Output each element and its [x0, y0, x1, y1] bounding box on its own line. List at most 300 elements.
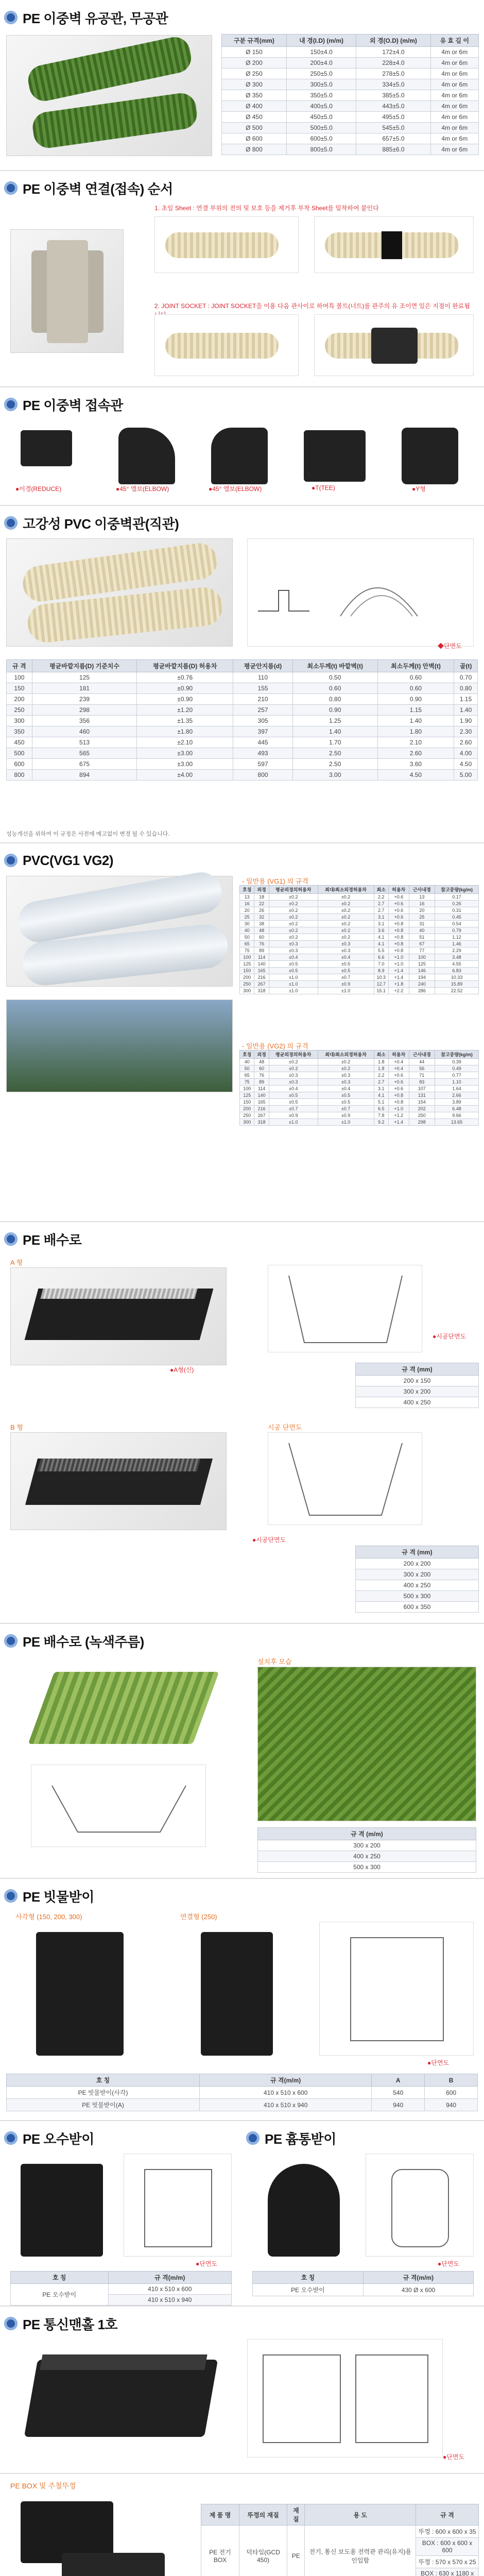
table-cell: 2.10 [377, 737, 454, 748]
table-cell: ±0.2 [318, 921, 374, 927]
sewage-table: 호 칭 규 격(m/m) PE 오수받이 410 x 510 x 600 410 x 510 x 940 [10, 2271, 232, 2306]
table-cell: 400 x 250 [258, 1851, 476, 1862]
table-cell: 250 [240, 1112, 254, 1119]
table-cell: 356 [32, 716, 136, 726]
table-cell: 0.45 [435, 914, 479, 921]
table-cell: ±0.5 [269, 1092, 318, 1099]
table-cell: 300±5.0 [286, 79, 356, 90]
table-cell: 2.60 [454, 737, 478, 748]
green-drain-table: 규 격 (m/m) 300 x 200 400 x 250 500 x 300 [257, 1827, 476, 1873]
table-cell: 286 [409, 988, 435, 994]
table-cell: ±2.10 [137, 737, 233, 748]
table-cell: 6.6 [374, 954, 389, 961]
table-cell: 6.48 [435, 1106, 479, 1112]
table-row [240, 961, 479, 968]
table-cell: +0.8 [389, 927, 409, 934]
table-cell: 495±5.0 [356, 112, 430, 123]
table-cell: ±1.0 [269, 981, 318, 988]
table-cell: 2.7 [374, 901, 389, 907]
table-cell: 597 [233, 759, 292, 770]
table-cell: 4m or 6m [430, 69, 478, 79]
table-cell: 15.89 [435, 981, 479, 988]
table-row [222, 112, 479, 123]
table-cell: Ø 250 [222, 69, 287, 79]
table-cell: 4m or 6m [430, 101, 478, 112]
table-row [7, 694, 478, 705]
table-cell: ±0.3 [269, 947, 318, 954]
table-row [240, 941, 479, 947]
table-cell: 600±5.0 [286, 133, 356, 144]
drain-b-diagram [268, 1432, 422, 1525]
table-cell: ±0.4 [269, 954, 318, 961]
product-photo-cream-pipe [6, 538, 233, 647]
table-cell: 16 [240, 901, 254, 907]
diagram-caption: ●단면도 [443, 2453, 465, 2461]
table-cell: 48 [254, 927, 269, 934]
table-cell: 0.60 [377, 683, 454, 694]
table-cell: 305 [233, 716, 292, 726]
photo-pipe-site [6, 999, 233, 1092]
step1-text: 1. 초임 Sheet : 연결 부위의 전의 및 보호 등을 제거후 부착 Sheet를 밀착하여 붙인다 [154, 205, 379, 212]
photo-pe-box [10, 2496, 185, 2576]
table-cell: 500 [7, 748, 32, 759]
spec-table-pe-pipe: 구분 규격(mm) 내 경(I.D) (m/m) 외 경(O.D) (m/m) 유 효 길 이 Ø 150 150±4.0 172±4.0 4m or 6m Ø 200 200±4.0 228±4.0 4m or 6m Ø 250 250±5.0 278±5.0 4m or 6m Ø 300 300±5.0 334±5.0 4m or 6m Ø 350 350±5.0 385±5.0 4m or 6m Ø 400 400±5.0 443±5.0 4m or 6m Ø 450 450±5.0 495±5.0 4m or 6m Ø 500 500±5.0 545±5.0 4m or 6m Ø 600 600±5.0 657±5.0 4m or 6m Ø 800 800±5.0 885±6.0 4m or 6m [221, 34, 479, 155]
table-cell: 300 x 200 [356, 1386, 479, 1397]
table-cell: 9.2 [374, 1119, 388, 1126]
table-row [258, 1840, 476, 1851]
table-cell: +0.6 [389, 1072, 409, 1079]
table-row [240, 1065, 479, 1072]
table-row [240, 927, 479, 934]
humtong-table: 호 칭 규 격(m/m) PE 오수받이 430 Ø x 600 [252, 2271, 474, 2296]
table-cell: ±0.3 [269, 941, 318, 947]
table-cell: 940 [425, 2099, 478, 2111]
table-row [356, 1386, 479, 1397]
table-cell: 2.2 [374, 894, 389, 901]
table-cell: 3.1 [374, 914, 389, 921]
table-row [7, 748, 478, 759]
table-cell: ±0.2 [318, 934, 374, 941]
table-cell: 51 [409, 934, 435, 941]
table-cell: 0.26 [435, 901, 479, 907]
table-row [7, 726, 478, 737]
section-title-fittings: PE 이중벽 접속관 [4, 394, 123, 415]
fitting-label: ●45° 엘보(ELBOW) [209, 485, 262, 493]
table-cell: +0.6 [389, 901, 409, 907]
table-cell: 0.79 [435, 927, 479, 934]
table-cell: 334±5.0 [356, 79, 430, 90]
table-cell: 0.90 [292, 705, 377, 716]
table-cell: +0.4 [389, 1059, 409, 1065]
table-cell: 0.17 [435, 894, 479, 901]
table-cell: 114 [254, 954, 269, 961]
table-cell: 4m or 6m [430, 112, 478, 123]
table-cell: +0.4 [389, 1065, 409, 1072]
table-cell: 125 [240, 961, 254, 968]
table-row [240, 914, 479, 921]
table-cell: 4m or 6m [430, 123, 478, 133]
table-cell: 100 [240, 954, 254, 961]
table-cell: 250±5.0 [286, 69, 356, 79]
table-cell: 25 [409, 914, 435, 921]
table-cell: 1.40 [377, 716, 454, 726]
install-label: 설치후 모습 [257, 1658, 292, 1666]
table-cell: 150 [240, 968, 254, 974]
table-cell: 675 [32, 759, 136, 770]
table-row [240, 1119, 479, 1126]
drain-b-table: 규 격 (mm) 200 x 200 300 x 200 400 x 250 500 x 300 600 x 350 [355, 1546, 479, 1613]
table-cell: ±0.5 [318, 1092, 374, 1099]
table-cell: ±0.2 [269, 1065, 318, 1072]
table-row [7, 683, 478, 694]
table-cell: 0.39 [435, 1059, 479, 1065]
table-cell: 146 [409, 968, 435, 974]
table-cell: 4m or 6m [430, 90, 478, 101]
table-cell: 16 [409, 901, 435, 907]
table-row [222, 101, 479, 112]
table-cell: 250 [7, 705, 32, 716]
table-cell: 8.9 [374, 968, 389, 974]
table-cell: 4m or 6m [430, 133, 478, 144]
table-cell: 0.77 [435, 1072, 479, 1079]
table-cell: +1.4 [389, 1119, 409, 1126]
table-cell: 460 [32, 726, 136, 737]
table-cell: 239 [32, 694, 136, 705]
table-cell: ±1.0 [269, 1119, 318, 1126]
table-cell: 4.50 [377, 770, 454, 781]
table-cell: 385±5.0 [356, 90, 430, 101]
table-row [356, 1376, 479, 1386]
table-cell: ±0.9 [269, 1112, 318, 1119]
table-cell: 2.66 [435, 1092, 479, 1099]
table-cell: 5.1 [374, 1099, 388, 1106]
table-cell: ±0.2 [269, 927, 318, 934]
table-cell: 125 [240, 1092, 254, 1099]
section-bullet-icon [246, 2131, 260, 2145]
table-row [240, 894, 479, 901]
table-cell: 181 [32, 683, 136, 694]
table-cell: 350 [7, 726, 32, 737]
table-cell: 240 [409, 981, 435, 988]
table-cell: 210 [233, 694, 292, 705]
table-cell: 150 [240, 1099, 254, 1106]
table-cell: +0.6 [389, 1079, 409, 1086]
table-cell: ±1.0 [318, 1119, 374, 1126]
table-cell: 450 [7, 737, 32, 748]
table-cell: 4.55 [435, 961, 479, 968]
table-cell: 9.66 [435, 1112, 479, 1119]
table-cell: ±0.2 [318, 927, 374, 934]
table-cell: 600 x 350 [356, 1602, 479, 1613]
table-row [222, 133, 479, 144]
table-cell: 400 x 250 [356, 1580, 479, 1591]
table-row [240, 974, 479, 981]
table-cell: ±0.2 [318, 1059, 374, 1065]
table-cell: 32 [254, 914, 269, 921]
table-cell: ±0.7 [318, 1106, 374, 1112]
table-cell: 25 [240, 914, 254, 921]
table-cell: 48 [254, 1059, 269, 1065]
table-cell: 410 x 510 x 940 [200, 2099, 372, 2111]
table-cell: 300 x 200 [356, 1569, 479, 1580]
table-cell: 31 [409, 921, 435, 927]
table-cell: 0.54 [435, 921, 479, 927]
photo-caption: ●시공단면도 [252, 1536, 286, 1544]
fitting-label: ●T(TEE) [312, 484, 335, 492]
table-cell: 107 [409, 1086, 435, 1092]
table-cell: 5.5 [374, 947, 389, 954]
fitting-y-image [402, 428, 458, 484]
table-cell: ±0.3 [318, 941, 374, 947]
table-cell: 0.80 [292, 694, 377, 705]
table-cell: ±1.0 [269, 974, 318, 981]
table-cell: +0.8 [389, 941, 409, 947]
table-row [356, 1397, 479, 1408]
table-cell: 267 [254, 981, 269, 988]
diagram-caption: ●시공단면도 [433, 1333, 466, 1340]
table-cell: PE 빗물받이(사각) [7, 2087, 200, 2099]
photo-caption: ●A형(신) [170, 1366, 194, 1374]
table-cell: 800 [233, 770, 292, 781]
table-cell: 56 [409, 1065, 435, 1072]
table-row [222, 123, 479, 133]
table-cell: 4.00 [454, 748, 478, 759]
table-cell: ±1.80 [137, 726, 233, 737]
table-row [240, 1112, 479, 1119]
spec-table-vg1: 호칭 외경 평균외경의허용차 최대/최소외경허용차 최소 허용차 근사내경 참고중량(kg/m) 13 18 ±0.2 ±0.2 2.2 +0.6 13 0.17 16 22 ±0.2 ±0.2 2.7 +0.6 16 0.26 20 26 ±0.2 ±0.2 2.7 +0.6 20 0.31 25 32 ±0.2 ±0.2 3.1 +0.6 25 0.45 30 38 ±0.2 ±0.2 3.1 +0.8 31 0.54 40 48 ±0.2 ±0.2 3.6 +0.8 40 0.79 50 60 ±0.2 ±0.2 4.1 +0.8 51 1.12 65 76 ±0.3 ±0.3 4.1 +0.8 67 1.46 75 89 ±0.3 ±0.3 5.5 +0.8 77 2.29 100 114 ±0.4 ±0.4 6.6 +1.0 100 3.48 125 140 ±0.5 ±0.5 7.0 +1.0 125 4.55 150 165 ±0.5 ±0.5 8.9 +1.4 146 6.83 200 216 ±1.0 ±0.7 10.3 +1.4 194 10.33 250 267 ±1.0 ±0.9 12.7 +1.8 240 15.89 300 318 ±1.0 ±1.0 15.1 +2.2 286 22.52 [239, 885, 479, 994]
table-cell: 40 [240, 927, 254, 934]
section-bullet-icon [4, 1232, 18, 1246]
table-cell: 22.52 [435, 988, 479, 994]
table-row [222, 58, 479, 69]
table-cell: 800±5.0 [286, 144, 356, 155]
table-cell: 513 [32, 737, 136, 748]
table-row [356, 1569, 479, 1580]
table-cell: 4m or 6m [430, 144, 478, 155]
table-cell: ±0.90 [137, 683, 233, 694]
table-cell: 40 [240, 1059, 254, 1065]
drain-a-diagram [268, 1265, 422, 1352]
table-cell: 500 x 300 [258, 1862, 476, 1873]
table-cell: ±0.2 [318, 907, 374, 914]
section-bullet-icon [4, 181, 18, 195]
table-cell: 450±5.0 [286, 112, 356, 123]
section-bullet-icon [4, 2131, 18, 2145]
table-row [356, 1602, 479, 1613]
step1-diagram-b [314, 216, 474, 273]
table-cell: 278±5.0 [356, 69, 430, 79]
table-cell: 540 [372, 2087, 425, 2099]
section-title-humtong: PE 흄통받이 [246, 2128, 336, 2148]
table-row [7, 770, 478, 781]
section-bullet-icon [4, 11, 18, 24]
section-bullet-icon [4, 1634, 18, 1648]
table-row [7, 672, 478, 683]
photo-green-drain [10, 1656, 237, 1759]
table-cell: 50 [240, 1065, 254, 1072]
table-cell: 3.6 [374, 927, 389, 934]
section-title-pe-pipe: PE 이중벽 유공관, 무공관 [4, 7, 168, 28]
photo-rainwater-a [15, 1922, 144, 2066]
table-cell: +1.4 [389, 974, 409, 981]
table-cell: 1.25 [292, 716, 377, 726]
table-row [240, 901, 479, 907]
table-cell: 257 [233, 705, 292, 716]
table-cell: Ø 350 [222, 90, 287, 101]
table-cell: ±1.35 [137, 716, 233, 726]
photo-rainwater-b [180, 1922, 293, 2066]
table-cell: 26 [254, 907, 269, 914]
table-cell: 250 [409, 1112, 435, 1119]
table-row [240, 1072, 479, 1079]
table-cell: ±0.9 [318, 981, 374, 988]
table-cell: 1.80 [377, 726, 454, 737]
table-cell: 154 [409, 1099, 435, 1106]
table-cell: 67 [409, 941, 435, 947]
table-cell: 443±5.0 [356, 101, 430, 112]
spec-table-pvc-double: 규 격 평균바깥지름(D) 기준치수 평균바깥지름(D) 허용차 평균안지름(d) 최소두께(t) 바깥벽(t) 최소두께(t) 안벽(t) 골(t) 100 125 ±0.76 110 0.50 0.60 0.70 150 181 ±0.90 155 0.60 0.60 0.80 200 239 ±0.90 210 0.80 0.90 1.15 250 298 ±1.20 257 0.90 1.15 1.40 300 356 ±1.35 305 1.25 1.40 1.90 350 460 ±1.80 397 1.40 1.80 2.30 450 513 ±2.10 445 1.70 2.10 2.60 500 565 ±3.00 493 2.50 2.60 4.00 600 675 ±3.00 597 2.50 3.60 4.50 800 894 ±4.00 800 3.00 4.50 5.00 [6, 659, 478, 781]
table-cell: +1.0 [389, 954, 409, 961]
table-cell: 228±4.0 [356, 58, 430, 69]
table-row [356, 1580, 479, 1591]
table-cell: ±0.76 [137, 672, 233, 683]
table-row [240, 988, 479, 994]
table-cell: ±0.2 [269, 894, 318, 901]
table-cell: 71 [409, 1072, 435, 1079]
vg1-label: - 일반용 (VG1) 의 규격 [242, 877, 308, 885]
table-cell: 200±4.0 [286, 58, 356, 69]
table-cell: 300 [7, 716, 32, 726]
table-row [240, 981, 479, 988]
table-cell: 500 x 300 [356, 1591, 479, 1602]
table-cell: 13 [409, 894, 435, 901]
table-cell: Ø 150 [222, 47, 287, 58]
table-cell: 250 [240, 981, 254, 988]
photo-humtong [252, 2154, 355, 2267]
table-cell: ±0.5 [318, 1099, 374, 1106]
table-cell: 2.7 [374, 907, 389, 914]
photo-manhole [10, 2339, 232, 2458]
table-cell: 76 [254, 1072, 269, 1079]
table-cell: 1.15 [377, 705, 454, 716]
table-cell: 4m or 6m [430, 58, 478, 69]
table-cell: 410 x 510 x 600 [200, 2087, 372, 2099]
table-cell: 18 [254, 894, 269, 901]
table-cell: 6.83 [435, 968, 479, 974]
table-row [356, 1558, 479, 1569]
section-title-connection: PE 이중벽 연결(접속) 순서 [4, 178, 173, 198]
table-cell: ±0.2 [269, 907, 318, 914]
table-row [7, 716, 478, 726]
table-cell: ±0.5 [318, 961, 374, 968]
diagram-caption: ●단면도 [438, 2260, 460, 2267]
table-cell: 140 [254, 961, 269, 968]
table-row [258, 1851, 476, 1862]
table-row [240, 1079, 479, 1086]
table-cell: 76 [254, 941, 269, 947]
table-cell: 318 [254, 1119, 269, 1126]
fitting-label: ●이경(REDUCE) [15, 485, 62, 493]
table-row [240, 1106, 479, 1112]
table-cell: ±0.7 [269, 1106, 318, 1112]
table-cell: +1.0 [389, 961, 409, 968]
fitting-label: ●Y형 [412, 485, 426, 493]
table-cell: 200 x 150 [356, 1376, 479, 1386]
table-cell: 22 [254, 901, 269, 907]
table-cell: 1.40 [292, 726, 377, 737]
table-cell: ±1.0 [269, 988, 318, 994]
table-cell: 0.31 [435, 907, 479, 914]
section-bullet-icon [4, 1889, 18, 1903]
table-cell: 100 [7, 672, 32, 683]
photo-green-install [257, 1667, 476, 1821]
table-row [258, 1862, 476, 1873]
table-row [240, 1086, 479, 1092]
table-cell: 2.60 [377, 748, 454, 759]
table-cell: 2.50 [292, 748, 377, 759]
spec-table-vg2: 호칭 외경 평균외경의허용차 최대/최소외경허용차 최소 허용차 근사내경 참고중량(kg/m) 40 48 ±0.2 ±0.2 1.8 +0.4 44 0.39 50 60 ±0.2 ±0.2 1.8 +0.4 56 0.49 65 76 ±0.3 ±0.3 2.2 +0.6 71 0.77 75 89 ±0.3 ±0.3 2.7 +0.6 83 1.10 100 114 ±0.4 ±0.4 3.1 +0.6 107 1.64 125 140 ±0.5 ±0.5 4.1 +0.8 131 2.66 150 165 ±0.5 ±0.5 5.1 +0.8 154 3.89 200 216 ±0.7 ±0.7 6.5 +1.0 202 6.48 250 267 ±0.9 ±0.9 7.8 +1.2 250 9.66 300 318 ±1.0 ±1.0 9.2 +1.4 298 13.65 [239, 1050, 479, 1126]
table-cell: +0.8 [389, 1092, 409, 1099]
table-cell: 3.60 [377, 759, 454, 770]
table-cell: 2.2 [374, 1072, 388, 1079]
table-cell: 200 x 200 [356, 1558, 479, 1569]
table-cell: 12.7 [374, 981, 389, 988]
table-cell: 65 [240, 941, 254, 947]
rain-label-a: 사각형 (150, 200, 300) [15, 1913, 82, 1921]
pe-box-table: 제 품 명 뚜껑의 재질 재 질 용 도 규 격 PE 전기 BOX 덕타일(GCD 450) PE 전기, 통신 보도용 전력관 관리(유지)용 인입함 뚜껑 : 600 x 600 x 35 BOX : 600 x 600 x 600 뚜껑 : 570 x 570 x 25 BOX : 630 x 1180 x [201, 2504, 479, 2576]
table-cell: ±0.5 [318, 968, 374, 974]
table-cell: 3.89 [435, 1099, 479, 1106]
table-row [240, 1092, 479, 1099]
table-cell: 4.1 [374, 941, 389, 947]
table-cell: 150±4.0 [286, 47, 356, 58]
sewage-diagram [124, 2154, 232, 2257]
table-cell: Ø 800 [222, 144, 287, 155]
note-text: 성능개선을 위하여 이 규정은 사전에 예고없이 변경 될 수 있습니다. [6, 831, 170, 837]
manhole-diagram [247, 2339, 443, 2458]
table-cell: 657±5.0 [356, 133, 430, 144]
table-cell: ±1.0 [318, 988, 374, 994]
table-cell: 298 [409, 1119, 435, 1126]
table-cell: 1.8 [374, 1065, 388, 1072]
table-cell: ±0.2 [269, 934, 318, 941]
table-cell: ±0.3 [269, 1072, 318, 1079]
table-cell: ±0.9 [318, 1112, 374, 1119]
fitting-elbow-image [118, 428, 175, 484]
green-drain-diagram [31, 1765, 206, 1847]
section-title-drain: PE 배수로 [4, 1229, 81, 1249]
table-cell: 13.65 [435, 1119, 479, 1126]
table-cell: 350±5.0 [286, 90, 356, 101]
table-cell: +0.6 [389, 914, 409, 921]
table-cell: 1.8 [374, 1059, 388, 1065]
table-cell: 40 [409, 927, 435, 934]
table-row [356, 1591, 479, 1602]
table-cell: +1.0 [389, 1106, 409, 1112]
table-cell: +0.6 [389, 894, 409, 901]
table-cell: 30 [240, 921, 254, 927]
table-cell: ±0.2 [269, 914, 318, 921]
table-cell: 3.1 [374, 1086, 388, 1092]
table-cell: PE 빗물받이(A) [7, 2099, 200, 2111]
table-cell: 1.64 [435, 1086, 479, 1092]
vg2-label: - 일반용 (VG2) 의 규격 [242, 1042, 308, 1050]
table-cell: ±0.2 [318, 914, 374, 921]
table-row [222, 79, 479, 90]
table-cell: ±0.2 [318, 901, 374, 907]
section-title-pvc-vg: PVC(VG1 VG2) [4, 850, 113, 871]
diagram-caption: ●단면도 [196, 2260, 218, 2267]
